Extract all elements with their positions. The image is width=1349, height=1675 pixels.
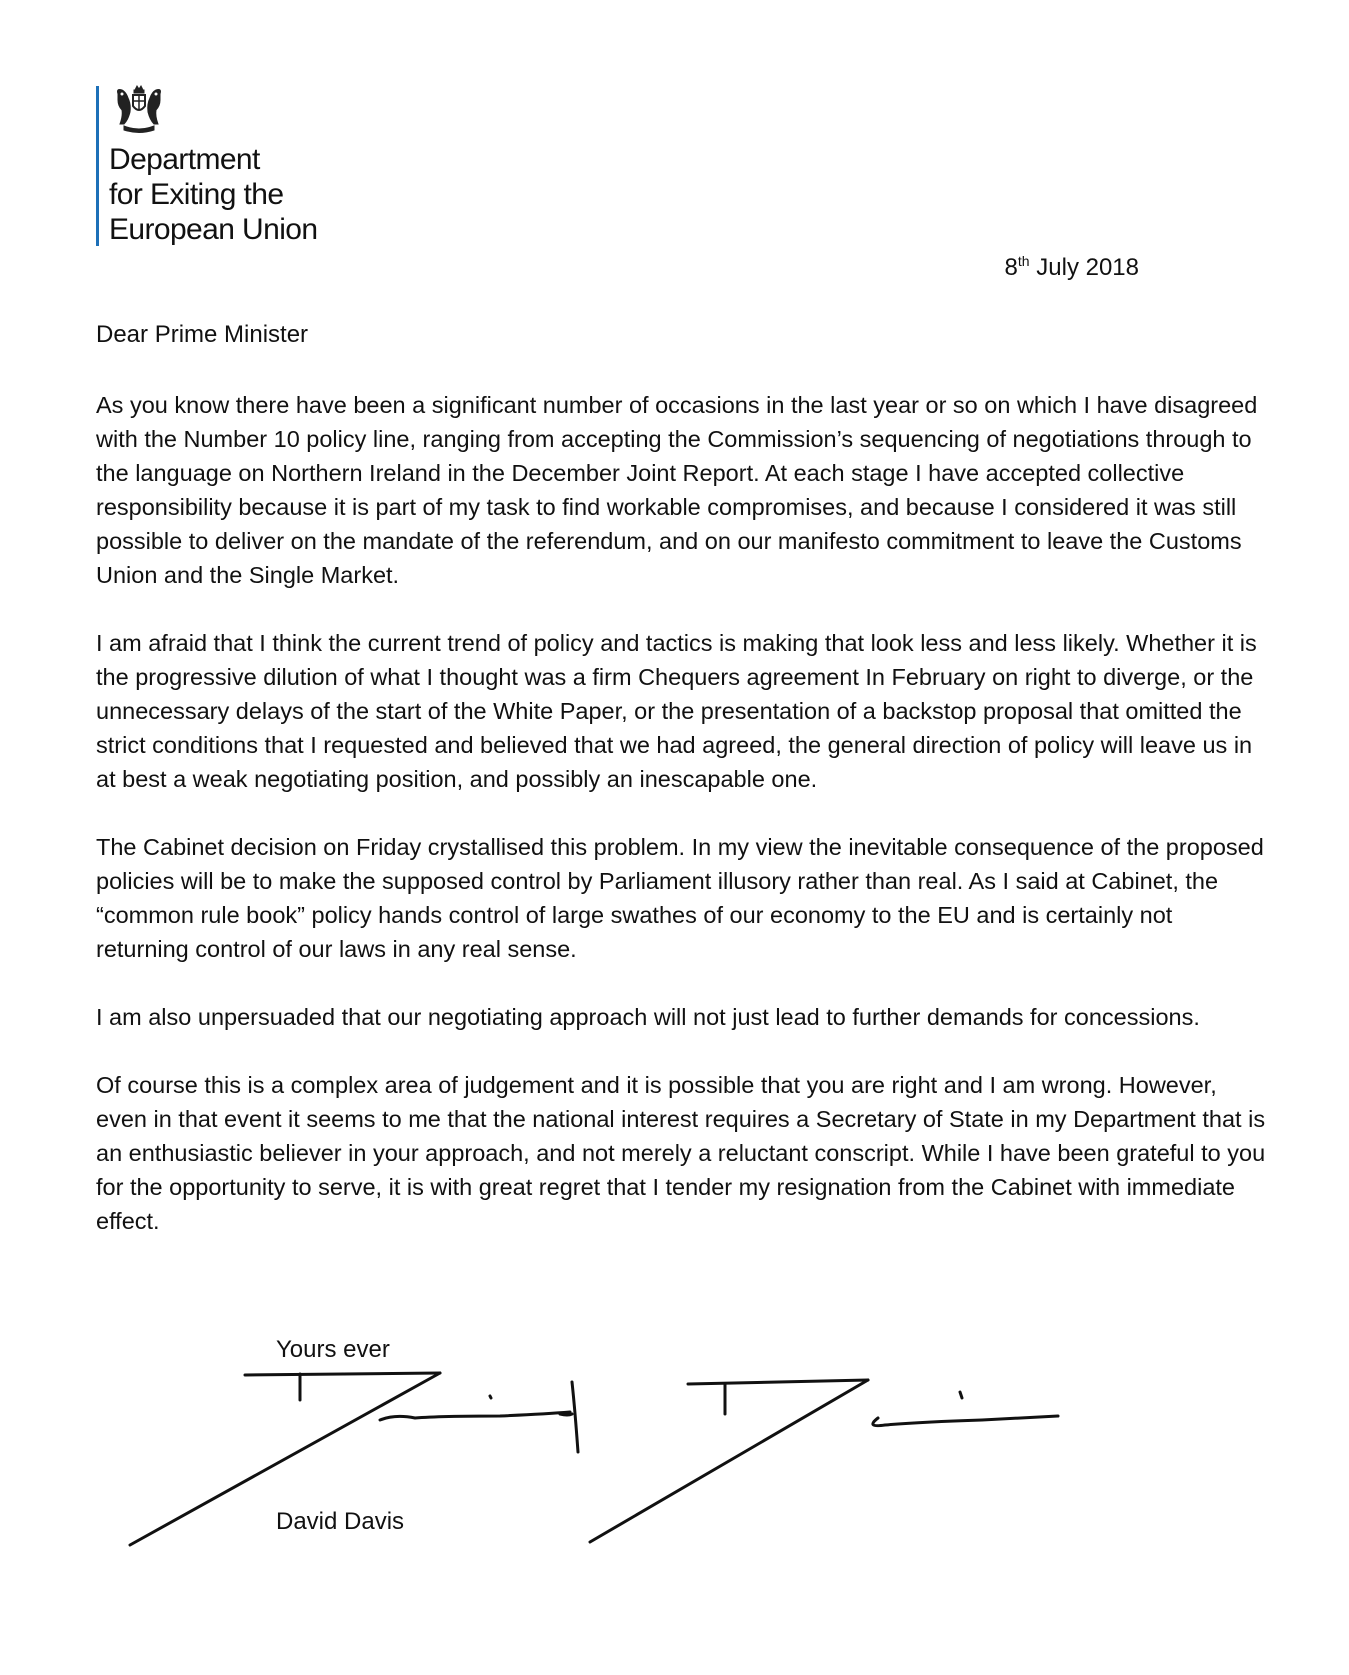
salutation: Dear Prime Minister — [96, 321, 309, 348]
letter-body — [96, 388, 1266, 1272]
department-name-line: Department — [109, 143, 260, 176]
date-suffix: th — [1017, 253, 1030, 269]
body-paragraph: Of course this is a complex area of judgement and it is possible that you are right and I am wrong. However, even in that event it seems to me that the national interest requires a Secretary of State in my Department that is an enthusiastic believer in your approach, and not merely a reluctant conscript. While I have been grateful to you for the opportunity to serve, it is with great regret that I tender my resignation from the Cabinet with immediate effect. — [96, 1072, 1266, 1234]
date-day: 8 — [1004, 254, 1018, 281]
body-paragraph: The Cabinet decision on Friday crystallised this problem. In my view the inevitable consequence of the proposed policies will be to make the supposed control by Parliament illusory rather than real. As I said at Cabinet, the “common rule book” policy hands control of large swathes of our economy to the EU and is certainly not returning control of our laws in any real sense. — [96, 834, 1264, 962]
date-month-year: July 2018 — [1029, 254, 1139, 281]
department-name-line: European Union — [109, 213, 318, 246]
royal-coat-of-arms-icon — [110, 84, 168, 136]
body-paragraph: As you know there have been a significant number of occasions in the last year or so on which I have disagreed with the Number 10 policy line, ranging from accepting the Commission’s sequencing of negotiations through to the language on Northern Ireland in the December Joint Report. At each stage I have accepted collective responsibility because it is part of my task to find workable compromises, and because I considered it was still possible to deliver on the mandate of the referendum, and on our manifesto commitment to leave the Customs Union and the Single Market. — [96, 392, 1258, 588]
handwritten-signature — [120, 1370, 1120, 1550]
department-name — [109, 142, 317, 247]
letterhead-accent-bar — [96, 86, 99, 246]
body-paragraph: I am afraid that I think the current trend of policy and tactics is making that look less and less likely. Whether it is the progressive dilution of what I thought was a firm Chequers agreement In February on right to diverge, or the unnecessary delays of the start of the White Paper, or the presentation of a backstop proposal that omitted the strict conditions that I requested and believed that we had agreed, the general direction of policy will leave us in at best a weak negotiating position, and possibly an inescapable one. — [96, 630, 1257, 792]
department-name-line: for Exiting the — [109, 178, 284, 211]
letter-date — [1005, 254, 1139, 282]
signer-name: David Davis — [276, 1508, 405, 1535]
body-paragraph: I am also unpersuaded that our negotiating approach will not just lead to further demands for concessions. — [96, 1004, 1200, 1030]
sign-off: Yours ever — [276, 1336, 390, 1363]
